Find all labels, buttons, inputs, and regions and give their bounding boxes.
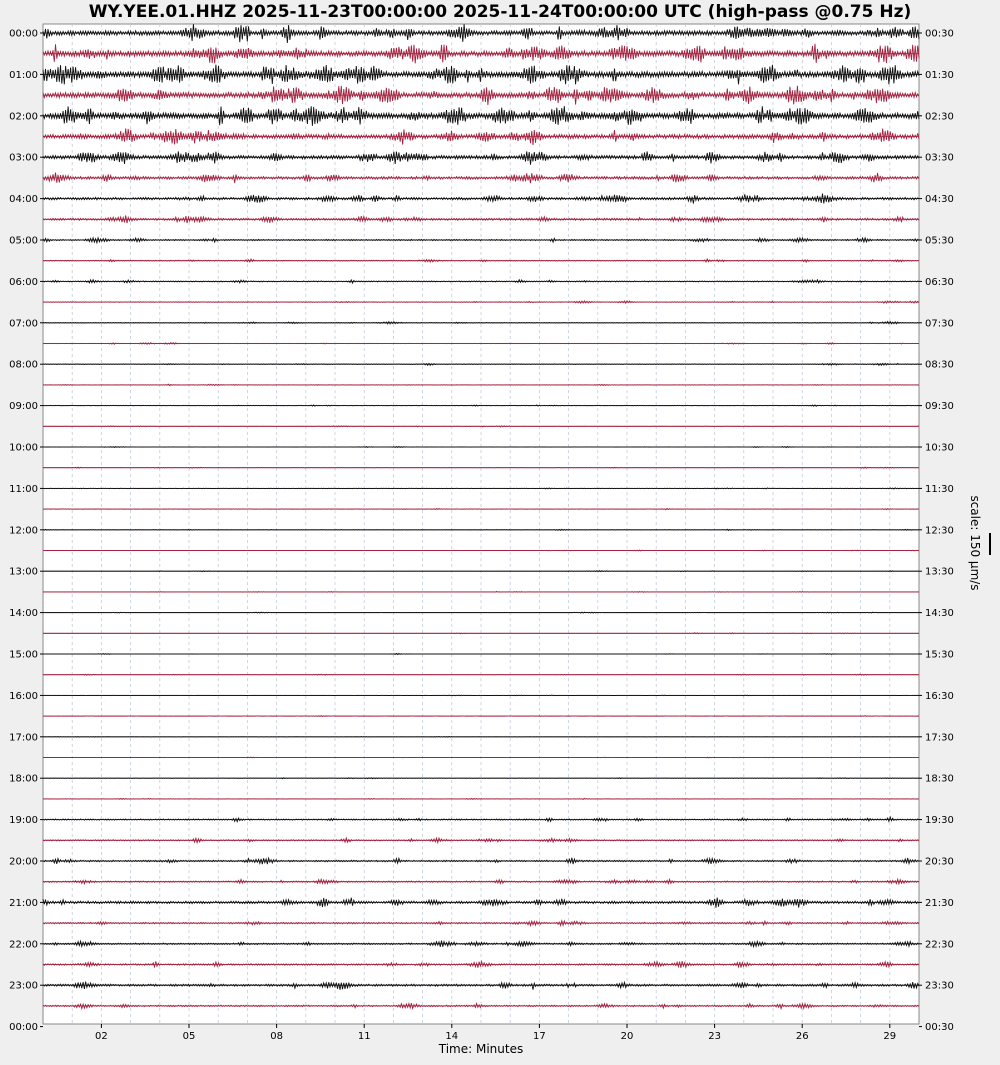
y-left-tick-label: 09:00	[9, 401, 38, 413]
y-left-tick-label: 10:00	[9, 442, 38, 454]
x-tick-label: 14	[445, 1031, 459, 1042]
y-right-tick-label: 02:30	[925, 111, 954, 123]
x-tick-label: 29	[883, 1031, 897, 1042]
y-left-tick-label: 13:00	[9, 566, 38, 578]
y-right-tick-label: 14:30	[925, 608, 954, 620]
y-left-tick-label: 00:00	[9, 28, 38, 40]
y-left-tick-label: 21:00	[9, 897, 38, 909]
y-right-tick-label: 07:30	[925, 318, 954, 330]
y-left-tick-label: 06:00	[9, 276, 38, 288]
y-left-tick-label: 02:00	[9, 111, 38, 123]
y-left-tick-label: 20:00	[9, 856, 38, 868]
y-left-tick-label: 14:00	[9, 608, 38, 620]
y-right-tick-label: 19:30	[925, 815, 954, 827]
y-right-tick-label: 00:30	[925, 28, 954, 40]
y-right-tick-label: 18:30	[925, 773, 954, 785]
y-left-tick-label: 23:00	[9, 980, 38, 992]
y-right-tick-label: 23:30	[925, 980, 954, 992]
y-right-tick-label: 17:30	[925, 732, 954, 744]
y-left-tick-label: 08:00	[9, 359, 38, 371]
y-left-tick-label: 03:00	[9, 152, 38, 164]
x-tick-label: 26	[795, 1031, 809, 1042]
y-left-tick-label: 15:00	[9, 649, 38, 661]
y-right-tick-label: 13:30	[925, 566, 954, 578]
x-tick-label: 20	[620, 1031, 634, 1042]
y-left-tick-label: 00:00	[9, 1022, 38, 1034]
y-left-tick-label: 18:00	[9, 773, 38, 785]
y-left-tick-label: 11:00	[9, 483, 38, 495]
y-right-tick-label: 11:30	[925, 483, 954, 495]
x-tick-label: 11	[357, 1031, 371, 1042]
y-left-tick-label: 17:00	[9, 732, 38, 744]
y-right-tick-label: 04:30	[925, 194, 954, 206]
y-left-tick-label: 01:00	[9, 69, 38, 81]
x-tick-label: 05	[182, 1031, 196, 1042]
x-axis-label: Time: Minutes	[438, 1042, 524, 1056]
y-left-tick-label: 07:00	[9, 318, 38, 330]
y-left-tick-label: 05:00	[9, 235, 38, 247]
y-right-tick-label: 03:30	[925, 152, 954, 164]
y-right-tick-label: 08:30	[925, 359, 954, 371]
scale-label: scale: 150 µm/s	[968, 495, 982, 591]
y-right-tick-label: 10:30	[925, 442, 954, 454]
y-right-tick-label: 15:30	[925, 649, 954, 661]
y-left-tick-label: 16:00	[9, 690, 38, 702]
y-right-tick-label: 06:30	[925, 276, 954, 288]
x-tick-label: 08	[270, 1031, 283, 1042]
y-right-tick-label: 21:30	[925, 897, 954, 909]
y-right-tick-label: 01:30	[925, 69, 954, 81]
y-right-tick-label: 00:30	[925, 1022, 954, 1034]
y-right-tick-label: 22:30	[925, 939, 954, 951]
x-tick-label: 23	[708, 1031, 721, 1042]
x-tick-label: 02	[95, 1031, 108, 1042]
chart-title: WY.YEE.01.HHZ 2025-11-23T00:00:00 2025-11-24T00:00:00 UTC (high-pass @0.75 Hz)	[88, 2, 912, 22]
y-left-tick-label: 04:00	[9, 194, 38, 206]
y-left-tick-label: 12:00	[9, 525, 38, 537]
y-left-tick-label: 19:00	[9, 815, 38, 827]
y-right-tick-label: 20:30	[925, 856, 954, 868]
y-right-tick-label: 12:30	[925, 525, 954, 537]
x-tick-label: 17	[533, 1031, 546, 1042]
y-left-tick-label: 22:00	[9, 939, 38, 951]
y-right-tick-label: 05:30	[925, 235, 954, 247]
y-right-tick-label: 09:30	[925, 401, 954, 413]
y-right-tick-label: 16:30	[925, 690, 954, 702]
